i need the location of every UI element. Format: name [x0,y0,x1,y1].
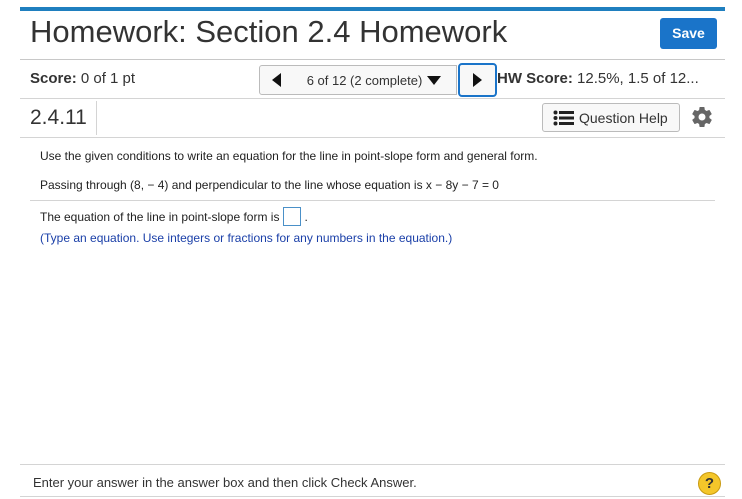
arrow-left-icon [272,73,281,87]
list-icon [553,110,575,126]
divider [20,464,725,465]
answer-input[interactable] [283,207,301,226]
previous-question-button[interactable] [259,65,293,95]
top-accent-bar [20,7,725,11]
homework-score [497,70,725,87]
hw-score-label: HW Score: [497,70,573,87]
question-selector-dropdown[interactable] [292,65,457,95]
score-label: Score: [30,70,77,87]
answer-prompt: The equation of the line in point-slope form is [40,209,280,224]
arrow-right-icon [473,73,482,87]
divider [20,496,725,497]
help-icon[interactable]: ? [698,472,721,495]
question-help-label: Question Help [579,109,668,126]
divider [20,137,725,138]
question-position: 6 of 12 (2 complete) [306,72,423,88]
hw-score-value: 12.5%, 1.5 of 12... [577,70,699,87]
gear-icon[interactable] [690,105,714,129]
question-condition: Passing through (8, − 4) and perpendicular to the line whose equation is x − 8y − 7 = 0 [40,178,499,192]
divider [20,59,725,60]
answer-suffix: . [304,209,308,224]
divider [96,101,97,135]
caret-down-icon [427,76,441,85]
page-title: Homework: Section 2.4 Homework [30,14,508,49]
question-instruction: Use the given conditions to write an equation for the line in point-slope form and general form. [40,149,538,163]
question-score [30,70,135,87]
question-number: 2.4.11 [30,106,87,129]
question-help-button[interactable] [542,103,680,132]
score-value: 0 of 1 pt [80,70,136,87]
answer-hint: (Type an equation. Use integers or fractions for any numbers in the equation.) [40,231,453,245]
next-question-button[interactable] [458,63,497,97]
footer-instruction: Enter your answer in the answer box and then click Check Answer. [33,475,417,490]
save-button[interactable]: Save [660,18,717,49]
answer-row [40,207,308,226]
divider [20,98,725,99]
divider [30,200,715,201]
